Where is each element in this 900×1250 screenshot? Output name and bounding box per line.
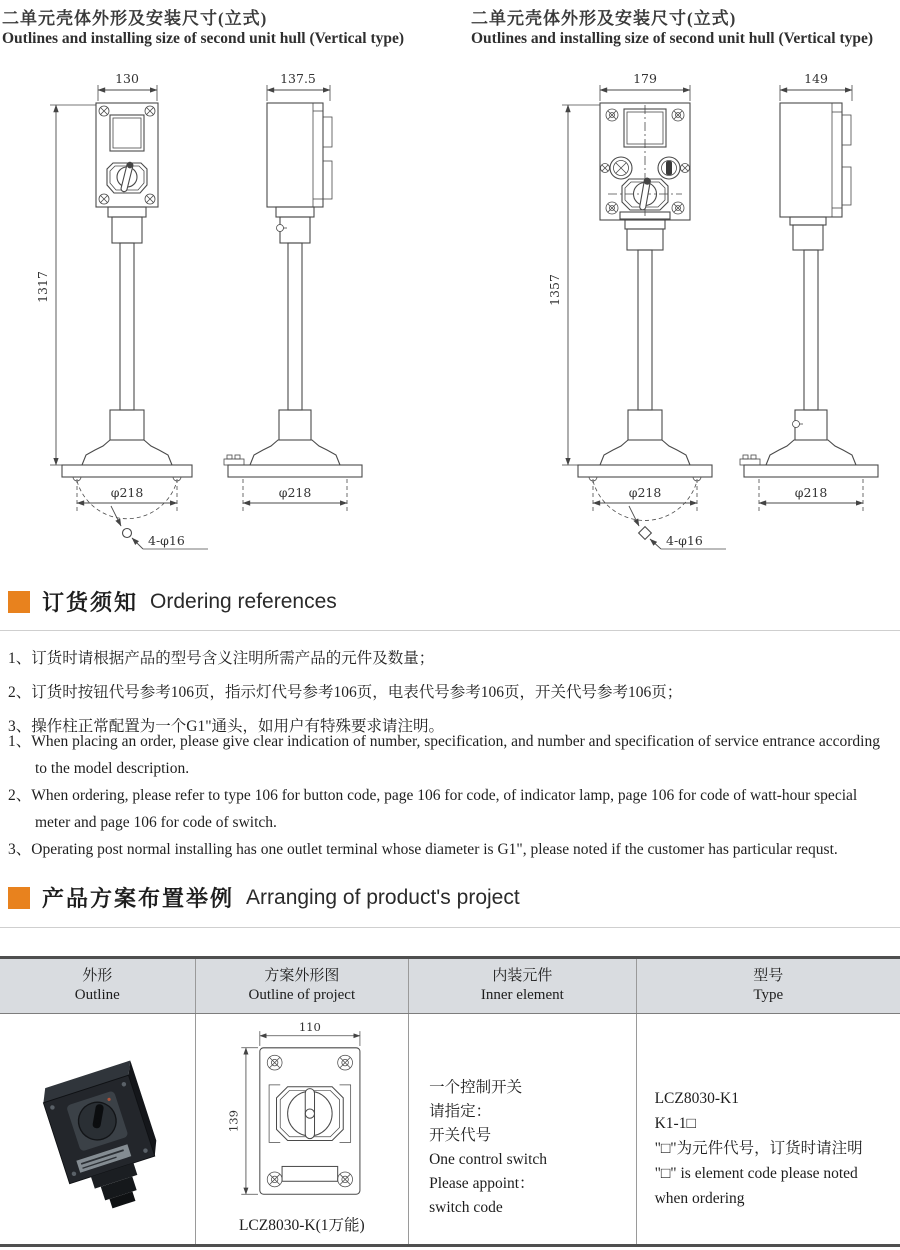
- dim-height: 1357: [547, 274, 562, 306]
- list-item: 1、When placing an order, please give clear indication of number, specification, and number and specification of service entrance according to the model description.: [8, 733, 880, 777]
- title-right-en: Outlines and installing size of second unit hull (Vertical type): [471, 30, 874, 47]
- header-zh: 外形: [82, 968, 113, 984]
- cell-project-drawing: [195, 1014, 409, 1244]
- drawing-right-front: [547, 71, 726, 549]
- dim-base-dia: φ218: [278, 485, 312, 500]
- orange-square-bullet-icon: [8, 887, 30, 909]
- title-left-en: Outlines and installing size of second unit hull (Vertical type): [2, 30, 405, 47]
- text-line: switch code: [429, 1199, 503, 1216]
- list-item: 1、订货时请根据产品的型号含义注明所需产品的元件及数量；: [8, 650, 435, 667]
- header-zh: 方案外形图: [264, 968, 340, 984]
- arranging-title-en: Arranging of product's project: [246, 885, 520, 909]
- table-body-row: [0, 1014, 900, 1244]
- dim-width: 110: [298, 1020, 321, 1035]
- text-line: Please appoint：: [429, 1175, 535, 1192]
- header-outline: [0, 959, 195, 1013]
- product-project-table: [0, 956, 900, 1247]
- arranging-section-header: [8, 882, 520, 913]
- header-en: Type: [753, 987, 784, 1003]
- dim-height: 1317: [35, 271, 50, 303]
- dim-height: 139: [226, 1109, 241, 1133]
- cell-inner-element: [408, 1014, 636, 1244]
- header-outline-of-project: [195, 959, 409, 1013]
- page-titles: [0, 4, 900, 48]
- dim-width: 137.5: [280, 71, 316, 86]
- title-left-zh: 二单元壳体外形及安装尺寸(立式): [2, 9, 268, 28]
- header-en: Outline of project: [248, 987, 356, 1003]
- ordering-title-zh: 订货须知: [42, 590, 139, 615]
- title-right: [431, 4, 900, 48]
- product-photo: [12, 1032, 182, 1232]
- title-left: [0, 4, 431, 48]
- list-item: 2、When ordering, please refer to type 106 for button code, page 106 for code, of indicator lamp, page 106 for code of watt-hour special meter and page 106 for code of switch.: [8, 787, 858, 831]
- type-text: [637, 1014, 900, 1211]
- technical-drawings: [0, 65, 900, 570]
- dim-base-dia: φ218: [110, 485, 144, 500]
- cell-type: [636, 1014, 900, 1244]
- inner-element-text: [409, 1014, 636, 1220]
- text-line: 开关代号: [429, 1127, 492, 1144]
- cell-outline-photo: [0, 1014, 195, 1244]
- orange-square-bullet-icon: [8, 591, 30, 613]
- project-drawing-caption: LCZ8030-K(1万能): [238, 1217, 365, 1234]
- dim-width: 130: [115, 71, 139, 86]
- list-item: 2、订货时按钮代号参考106页，指示灯代号参考106页，电表代号参考106页，开关代号参考106页；: [8, 684, 683, 701]
- dim-holes: 4-φ16: [666, 533, 703, 548]
- title-right-zh: 二单元壳体外形及安装尺寸(立式): [471, 9, 737, 28]
- text-line: "□" is element code please noted: [654, 1165, 858, 1182]
- header-en: Outline: [74, 987, 120, 1003]
- drawing-left-front: [35, 71, 208, 549]
- drawing-left-side: [224, 71, 362, 513]
- list-item: 3、Operating post normal installing has one outlet terminal whose diameter is G1", please noted if the customer has particular requst.: [8, 841, 838, 858]
- ordering-section-header: [8, 586, 337, 617]
- arranging-title-zh: 产品方案布置举例: [42, 886, 235, 911]
- dim-width: 149: [804, 71, 828, 86]
- header-zh: 型号: [753, 968, 784, 984]
- drawing-right-side: [740, 71, 878, 513]
- header-inner-element: [408, 959, 636, 1013]
- text-line: when ordering: [654, 1190, 745, 1207]
- list-item: 3、操作柱正常配置为一个G1"通头，如用户有特殊要求请注明。: [8, 718, 445, 735]
- dim-width: 179: [633, 71, 657, 86]
- dim-base-dia: φ218: [628, 485, 662, 500]
- text-line: K1-1□: [654, 1115, 696, 1132]
- text-line: 请指定：: [429, 1103, 492, 1120]
- dim-holes: 4-φ16: [148, 533, 185, 548]
- dim-base-dia: φ218: [794, 485, 828, 500]
- header-en: Inner element: [480, 987, 564, 1003]
- project-outline-drawing: [202, 1020, 402, 1210]
- text-line: 一个控制开关: [429, 1079, 523, 1096]
- text-line: "□"为元件代号，订货时请注明: [654, 1140, 863, 1157]
- section-divider: [0, 927, 900, 928]
- text-line: LCZ8030-K1: [654, 1090, 739, 1107]
- window-frame: [110, 115, 144, 151]
- header-type: [636, 959, 900, 1013]
- ordering-title-en: Ordering references: [150, 589, 337, 613]
- text-line: One control switch: [429, 1151, 548, 1168]
- header-zh: 内装元件: [492, 968, 553, 984]
- section-divider: [0, 630, 900, 631]
- table-header-row: [0, 959, 900, 1014]
- ordering-list-en: [8, 729, 894, 865]
